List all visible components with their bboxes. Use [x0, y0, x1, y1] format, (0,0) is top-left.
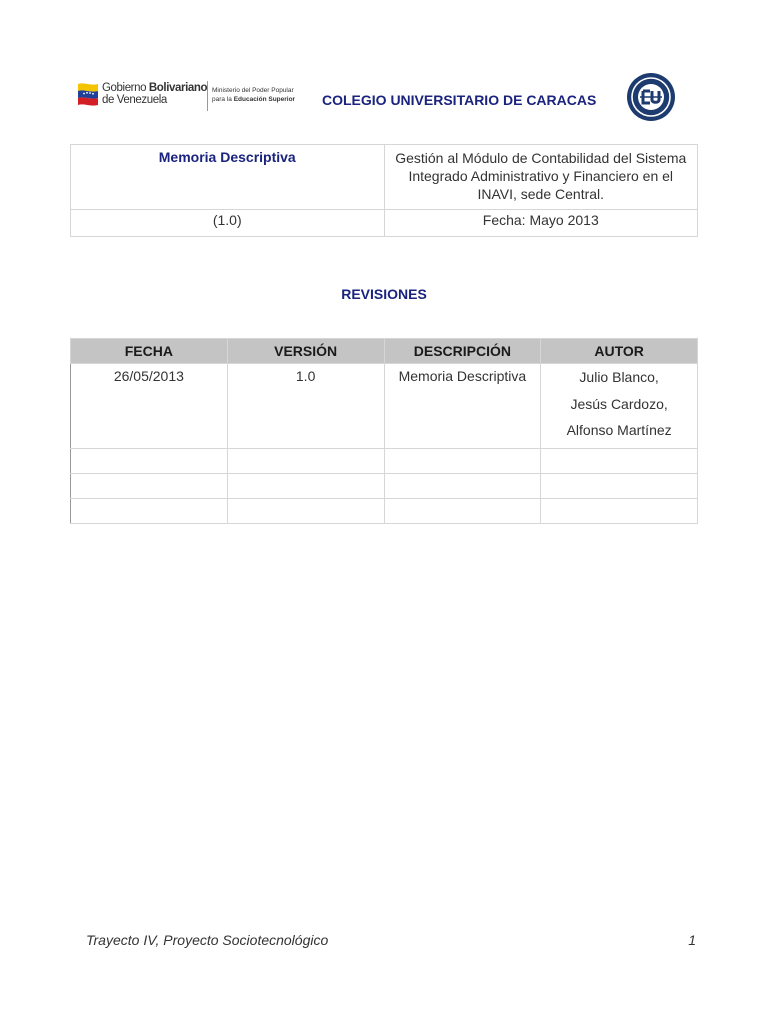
info-row	[71, 210, 698, 237]
doc-subject-cell	[384, 145, 698, 210]
gov-name-bold: Bolivariano	[148, 82, 208, 94]
gov-name-line2: de Venezuela	[102, 94, 167, 106]
author-name: Alfonso Martínez	[566, 422, 672, 438]
revisions-table	[70, 338, 698, 524]
gov-name-part: Gobierno	[102, 82, 149, 94]
doc-subject: Gestión al Módulo de Contabilidad del Sistema Integrado Administrativo y Financiero en el INAVI, sede Central.	[395, 150, 687, 202]
page-header	[76, 72, 676, 122]
government-name	[102, 82, 207, 106]
table-row	[71, 364, 698, 449]
cell-fecha: 26/05/2013	[71, 364, 228, 449]
cell-version: 1.0	[227, 364, 384, 449]
table-row-empty	[71, 498, 698, 523]
college-name: COLEGIO UNIVERSITARIO DE CARACAS	[322, 92, 597, 108]
document-info-table	[70, 144, 698, 237]
ministry-name	[212, 86, 295, 104]
logo-divider	[207, 81, 208, 111]
column-header-version: VERSIÓN	[227, 339, 384, 364]
doc-date: Fecha: Mayo 2013	[384, 210, 698, 237]
ministry-line1: Ministerio del Poder Popular	[212, 87, 294, 94]
column-header-fecha: FECHA	[71, 339, 228, 364]
doc-title-cell	[71, 145, 385, 210]
college-seal-icon	[626, 72, 676, 122]
table-header-row	[71, 339, 698, 364]
info-row	[71, 145, 698, 210]
ministry-line2-bold: Educación Superior	[233, 96, 296, 103]
column-header-descripcion: DESCRIPCIÓN	[384, 339, 541, 364]
revisions-heading: REVISIONES	[341, 286, 427, 302]
government-logo	[76, 78, 298, 114]
cell-autor	[541, 364, 698, 449]
ministry-line2-prefix: para la	[212, 96, 234, 103]
author-name: Jesús Cardozo,	[570, 395, 668, 412]
cell-descripcion: Memoria Descriptiva	[384, 364, 541, 449]
table-row-empty	[71, 448, 698, 473]
doc-version: (1.0)	[71, 210, 385, 237]
footer-text: Trayecto IV, Proyecto Sociotecnológico	[86, 932, 329, 948]
author-name: Julio Blanco,	[579, 369, 659, 385]
table-row-empty	[71, 473, 698, 498]
column-header-autor: AUTOR	[541, 339, 698, 364]
doc-title: Memoria Descriptiva	[158, 149, 296, 165]
venezuela-flag-icon	[76, 82, 100, 108]
page-number: 1	[688, 932, 696, 948]
